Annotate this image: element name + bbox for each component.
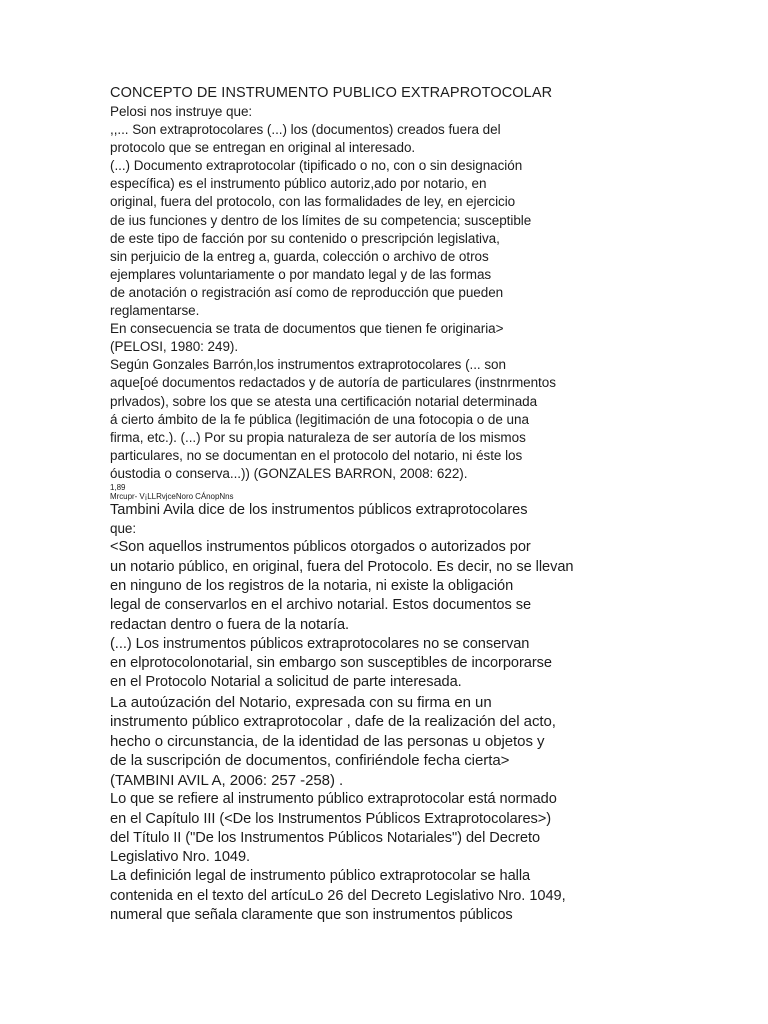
text-line: particulares, no se documentan en el protocolo del notario, ni éste los bbox=[110, 447, 523, 463]
text-line: instrumento público extraprotocolar , dafe de la realización del acto, bbox=[110, 713, 556, 731]
text-line: firma, etc.). (...) Por su propia naturaleza de ser autoría de los mismos bbox=[110, 429, 526, 445]
text-line: ,,... Son extraprotocolares (...) los (documentos) creados fuera del bbox=[110, 122, 501, 138]
text-line: en elprotocolonotarial, sin embargo son susceptibles de incorporarse bbox=[110, 655, 552, 672]
text-line: La definición legal de instrumento público extraprotocolar se halla bbox=[110, 868, 531, 885]
text-line: de anotación o registración así como de reproducción que pueden bbox=[110, 284, 504, 300]
text-line: en ninguno de los registros de la notaria, ni existe la obligación bbox=[110, 577, 514, 594]
text-line: Tambini Avila dice de los instrumentos públicos extraprotocolares bbox=[110, 501, 528, 518]
page-number: 1,89 bbox=[110, 482, 126, 492]
text-line: Lo que se refiere al instrumento público extraprotocolar está normado bbox=[110, 791, 557, 808]
text-line: hecho o circunstancia, de la identidad de las personas u objetos y bbox=[110, 732, 545, 750]
text-line: protocolo que se entregan en original al interesado. bbox=[110, 140, 416, 156]
text-line: (PELOSI, 1980: 249). bbox=[110, 339, 239, 355]
text-line: (TAMBINI AVIL A, 2006: 257 -258) . bbox=[110, 771, 344, 789]
text-line: Según Gonzales Barrón,los instrumentos extraprotocolares (... son bbox=[110, 357, 506, 373]
text-line: (...) Los instrumentos públicos extraprotocolares no se conservan bbox=[110, 635, 530, 652]
text-line: del Título II ("De los Instrumentos Públicos Notariales") del Decreto bbox=[110, 829, 541, 846]
text-line: legal de conservarlos en el archivo notarial. Estos documentos se bbox=[110, 597, 532, 614]
text-line: en el Capítulo III (<De los Instrumentos Públicos Extraprotocolares>) bbox=[110, 810, 552, 827]
text-line: redactan dentro o fuera de la notaría. bbox=[110, 616, 350, 633]
text-line: á cierto ámbito de la fe pública (legitimación de una fotocopia o de una bbox=[110, 411, 529, 427]
text-line: ejemplares voluntariamente o por mandato legal y de las formas bbox=[110, 266, 492, 282]
text-line: En consecuencia se trata de documentos que tienen fe originaria> bbox=[110, 321, 504, 337]
text-line: La autoúzación del Notario, expresada con su firma en un bbox=[110, 693, 492, 711]
text-line: Pelosi nos instruye que: bbox=[110, 104, 253, 119]
text-line: óustodia o conserva...)) (GONZALES BARRON, 2008: 622). bbox=[110, 465, 468, 481]
text-line: específica) es el instrumento público autoriz,ado por notario, en bbox=[110, 176, 487, 192]
running-header: Mrcupr- V¡LLRvjceNoro CÁnopNns bbox=[110, 491, 234, 501]
text-line: de ius funciones y dentro de los límites de su competencia; susceptible bbox=[110, 212, 532, 228]
text-line: aque[oé documentos redactados y de autoría de particulares (instnrmentos bbox=[110, 375, 556, 391]
text-line: sin perjuicio de la entreg a, guarda, colección o archivo de otros bbox=[110, 248, 489, 264]
text-line: numeral que señala claramente que son instrumentos públicos bbox=[110, 907, 513, 924]
text-line: de la suscripción de documentos, confiriéndole fecha cierta> bbox=[110, 752, 510, 770]
text-line: reglamentarse. bbox=[110, 303, 200, 319]
text-line: <Son aquellos instrumentos públicos otorgados o autorizados por bbox=[110, 539, 531, 556]
text-line: un notario público, en original, fuera del Protocolo. Es decir, no se llevan bbox=[110, 558, 574, 575]
document-title: CONCEPTO DE INSTRUMENTO PUBLICO EXTRAPROTOCOLAR bbox=[110, 85, 553, 101]
text-line: contenida en el texto del artícuLo 26 del Decreto Legislativo Nro. 1049, bbox=[110, 887, 566, 904]
text-line: Legislativo Nro. 1049. bbox=[110, 849, 251, 866]
text-line: (...) Documento extraprotocolar (tipificado o no, con o sin designación bbox=[110, 158, 523, 174]
document-page bbox=[110, 83, 574, 925]
text-line: prlvados), sobre los que se atesta una certificación notarial determinada bbox=[110, 393, 538, 409]
text-line: original, fuera del protocolo, con las formalidades de ley, en ejercicio bbox=[110, 194, 516, 210]
text-line: que: bbox=[110, 521, 137, 537]
text-line: en el Protocolo Notarial a solicitud de parte interesada. bbox=[110, 674, 462, 691]
text-line: de este tipo de facción por su contenido o prescripción legislativa, bbox=[110, 230, 500, 246]
